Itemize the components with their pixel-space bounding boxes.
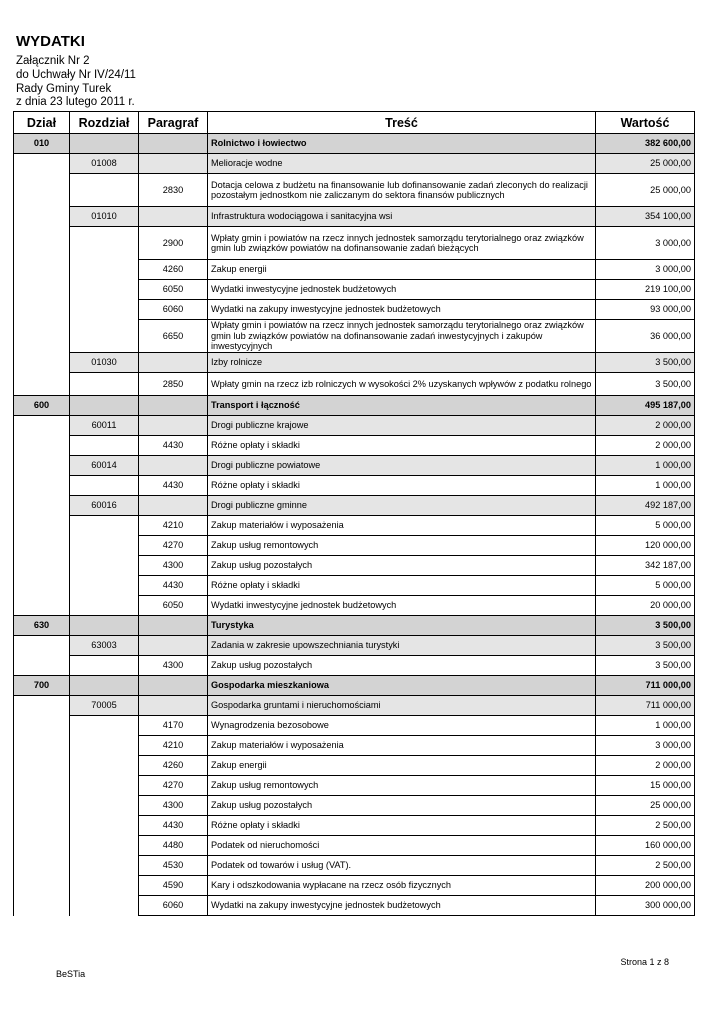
row-value: 2 500,00 [596, 816, 695, 836]
paragraf-code: 6060 [139, 896, 208, 916]
row-description: Podatek od towarów i usług (VAT). [208, 856, 596, 876]
table-row-par [14, 596, 695, 616]
row-value: 1 000,00 [596, 476, 695, 496]
row-description: Zakup materiałów i wyposażenia [208, 736, 596, 756]
row-value: 2 500,00 [596, 856, 695, 876]
attachment-number: Załącznik Nr 2 [16, 55, 90, 67]
empty-cell [14, 300, 70, 320]
empty-cell [70, 816, 139, 836]
row-value: 5 000,00 [596, 576, 695, 596]
table-row-par [14, 896, 695, 916]
table-row-rozdzial [14, 696, 695, 716]
table-row-par [14, 576, 695, 596]
empty-cell [139, 696, 208, 716]
dzial-code: 700 [14, 676, 70, 696]
row-description: Zakup materiałów i wyposażenia [208, 516, 596, 536]
row-value: 492 187,00 [596, 496, 695, 516]
table-row-par [14, 320, 695, 353]
empty-cell [14, 536, 70, 556]
empty-cell [70, 373, 139, 396]
table-row-rozdzial [14, 154, 695, 174]
empty-cell [14, 876, 70, 896]
row-description: Zakup usług pozostałych [208, 796, 596, 816]
row-description: Różne opłaty i składki [208, 576, 596, 596]
row-value: 93 000,00 [596, 300, 695, 320]
table-row-par [14, 736, 695, 756]
empty-cell [139, 134, 208, 154]
row-description: Zadania w zakresie upowszechniania turystyki [208, 636, 596, 656]
col-wartosc: Wartość [596, 112, 695, 134]
document-title: WYDATKI [16, 33, 85, 50]
row-value: 1 000,00 [596, 456, 695, 476]
table-row-par [14, 260, 695, 280]
empty-cell [14, 280, 70, 300]
table-row-par [14, 776, 695, 796]
empty-cell [14, 476, 70, 496]
empty-cell [139, 636, 208, 656]
empty-cell [139, 416, 208, 436]
table-row-rozdzial [14, 353, 695, 373]
expenses-table [13, 111, 695, 916]
table-row-par [14, 476, 695, 496]
row-description: Izby rolnicze [208, 353, 596, 373]
paragraf-code: 4210 [139, 736, 208, 756]
row-description: Drogi publiczne gminne [208, 496, 596, 516]
empty-cell [70, 556, 139, 576]
page-number: Strona 1 z 8 [620, 957, 669, 967]
row-description: Kary i odszkodowania wypłacane na rzecz osób fizycznych [208, 876, 596, 896]
table-row-par [14, 436, 695, 456]
table-row-par [14, 876, 695, 896]
row-value: 3 500,00 [596, 616, 695, 636]
row-description: Zakup usług pozostałych [208, 656, 596, 676]
empty-cell [70, 280, 139, 300]
table-row-rozdzial [14, 207, 695, 227]
row-value: 25 000,00 [596, 174, 695, 207]
table-row-par [14, 174, 695, 207]
paragraf-code: 6050 [139, 280, 208, 300]
empty-cell [139, 396, 208, 416]
paragraf-code: 6050 [139, 596, 208, 616]
row-value: 200 000,00 [596, 876, 695, 896]
row-description: Zakup energii [208, 260, 596, 280]
empty-cell [14, 856, 70, 876]
empty-cell [14, 636, 70, 656]
table-header-row [14, 112, 695, 134]
row-description: Podatek od nieruchomości [208, 836, 596, 856]
paragraf-code: 2900 [139, 227, 208, 260]
paragraf-code: 2830 [139, 174, 208, 207]
table-row-par [14, 373, 695, 396]
dzial-code: 600 [14, 396, 70, 416]
council-name: Rady Gminy Turek [16, 82, 112, 95]
paragraf-code: 6650 [139, 320, 208, 353]
row-value: 2 000,00 [596, 756, 695, 776]
empty-cell [70, 536, 139, 556]
table-row-dzial [14, 134, 695, 154]
empty-cell [14, 776, 70, 796]
empty-cell [14, 556, 70, 576]
empty-cell [70, 736, 139, 756]
empty-cell [14, 227, 70, 260]
row-value: 3 500,00 [596, 353, 695, 373]
empty-cell [14, 756, 70, 776]
paragraf-code: 2850 [139, 373, 208, 396]
empty-cell [70, 616, 139, 636]
empty-cell [70, 476, 139, 496]
table-row-rozdzial [14, 636, 695, 656]
empty-cell [14, 656, 70, 676]
empty-cell [70, 856, 139, 876]
row-value: 3 500,00 [596, 373, 695, 396]
row-description: Zakup usług remontowych [208, 536, 596, 556]
empty-cell [14, 716, 70, 736]
row-description: Dotacja celowa z budżetu na finansowanie lub dofinansowanie zadań zleconych do realizacji pozostałym jednostkom nie zaliczanym do sektora finansów publicznych [208, 174, 596, 207]
row-value: 2 000,00 [596, 436, 695, 456]
empty-cell [14, 260, 70, 280]
table-row-par [14, 796, 695, 816]
row-description: Gospodarka gruntami i nieruchomościami [208, 696, 596, 716]
row-value: 342 187,00 [596, 556, 695, 576]
empty-cell [14, 416, 70, 436]
empty-cell [14, 496, 70, 516]
rozdzial-code: 01010 [70, 207, 139, 227]
empty-cell [70, 756, 139, 776]
row-description: Wpłaty gmin i powiatów na rzecz innych jednostek samorządu terytorialnego oraz związków gmin lub związków powiatów na dofinansowanie zadań bieżących [208, 227, 596, 260]
row-value: 711 000,00 [596, 696, 695, 716]
rozdzial-code: 01030 [70, 353, 139, 373]
paragraf-code: 4530 [139, 856, 208, 876]
paragraf-code: 4170 [139, 716, 208, 736]
resolution-header [16, 55, 136, 110]
row-value: 15 000,00 [596, 776, 695, 796]
empty-cell [70, 836, 139, 856]
resolution-number: do Uchwały Nr IV/24/11 [16, 68, 136, 81]
empty-cell [14, 154, 70, 174]
empty-cell [14, 696, 70, 716]
empty-cell [70, 516, 139, 536]
row-value: 382 600,00 [596, 134, 695, 154]
table-row-par [14, 836, 695, 856]
empty-cell [70, 876, 139, 896]
empty-cell [70, 576, 139, 596]
paragraf-code: 4270 [139, 536, 208, 556]
row-description: Wpłaty gmin na rzecz izb rolniczych w wysokości 2% uzyskanych wpływów z podatku rolnego [208, 373, 596, 396]
empty-cell [14, 353, 70, 373]
row-value: 1 000,00 [596, 716, 695, 736]
empty-cell [70, 596, 139, 616]
row-value: 20 000,00 [596, 596, 695, 616]
row-value: 25 000,00 [596, 796, 695, 816]
col-tresc: Treść [208, 112, 596, 134]
row-description: Zakup usług pozostałych [208, 556, 596, 576]
row-value: 120 000,00 [596, 536, 695, 556]
empty-cell [14, 436, 70, 456]
empty-cell [14, 207, 70, 227]
empty-cell [14, 596, 70, 616]
empty-cell [14, 796, 70, 816]
paragraf-code: 4270 [139, 776, 208, 796]
empty-cell [70, 896, 139, 916]
source-label: BeSTia [56, 969, 86, 979]
row-value: 3 000,00 [596, 227, 695, 260]
rozdzial-code: 60016 [70, 496, 139, 516]
dzial-code: 630 [14, 616, 70, 636]
row-description: Gospodarka mieszkaniowa [208, 676, 596, 696]
paragraf-code: 6060 [139, 300, 208, 320]
table-row-par [14, 556, 695, 576]
empty-cell [70, 260, 139, 280]
paragraf-code: 4260 [139, 756, 208, 776]
row-value: 219 100,00 [596, 280, 695, 300]
empty-cell [70, 134, 139, 154]
empty-cell [70, 656, 139, 676]
empty-cell [14, 736, 70, 756]
empty-cell [14, 456, 70, 476]
rozdzial-code: 63003 [70, 636, 139, 656]
row-description: Wydatki inwestycyjne jednostek budżetowych [208, 280, 596, 300]
row-description: Wydatki na zakupy inwestycyjne jednostek budżetowych [208, 896, 596, 916]
empty-cell [70, 174, 139, 207]
paragraf-code: 4430 [139, 816, 208, 836]
row-value: 5 000,00 [596, 516, 695, 536]
empty-cell [14, 576, 70, 596]
table-row-dzial [14, 396, 695, 416]
rozdzial-code: 60011 [70, 416, 139, 436]
empty-cell [14, 836, 70, 856]
table-row-dzial [14, 676, 695, 696]
row-value: 2 000,00 [596, 416, 695, 436]
empty-cell [70, 300, 139, 320]
row-value: 300 000,00 [596, 896, 695, 916]
empty-cell [139, 676, 208, 696]
empty-cell [14, 816, 70, 836]
table-row-dzial [14, 616, 695, 636]
rozdzial-code: 70005 [70, 696, 139, 716]
table-row-par [14, 656, 695, 676]
row-value: 36 000,00 [596, 320, 695, 353]
row-description: Różne opłaty i składki [208, 476, 596, 496]
empty-cell [70, 396, 139, 416]
row-description: Drogi publiczne krajowe [208, 416, 596, 436]
row-description: Różne opłaty i składki [208, 436, 596, 456]
row-description: Rolnictwo i łowiectwo [208, 134, 596, 154]
table-row-par [14, 756, 695, 776]
row-value: 354 100,00 [596, 207, 695, 227]
row-value: 3 000,00 [596, 260, 695, 280]
paragraf-code: 4430 [139, 436, 208, 456]
row-value: 160 000,00 [596, 836, 695, 856]
rozdzial-code: 60014 [70, 456, 139, 476]
empty-cell [70, 320, 139, 353]
table-row-rozdzial [14, 456, 695, 476]
paragraf-code: 4300 [139, 796, 208, 816]
row-value: 25 000,00 [596, 154, 695, 174]
resolution-date: z dnia 23 lutego 2011 r. [16, 96, 135, 109]
empty-cell [70, 436, 139, 456]
row-description: Wpłaty gmin i powiatów na rzecz innych jednostek samorządu terytorialnego oraz związków gmin lub związków powiatów na dofinansowanie zadań inwestycyjnych i zakupów inwestycyjnych [208, 320, 596, 353]
table-row-par [14, 716, 695, 736]
col-dzial: Dział [14, 112, 70, 134]
empty-cell [70, 716, 139, 736]
row-value: 3 000,00 [596, 736, 695, 756]
table-row-par [14, 280, 695, 300]
rozdzial-code: 01008 [70, 154, 139, 174]
row-value: 3 500,00 [596, 636, 695, 656]
table-row-rozdzial [14, 496, 695, 516]
table-row-rozdzial [14, 416, 695, 436]
empty-cell [139, 207, 208, 227]
col-paragraf: Paragraf [139, 112, 208, 134]
row-description: Turystyka [208, 616, 596, 636]
empty-cell [139, 154, 208, 174]
table-row-par [14, 227, 695, 260]
empty-cell [139, 616, 208, 636]
row-description: Drogi publiczne powiatowe [208, 456, 596, 476]
paragraf-code: 4430 [139, 576, 208, 596]
row-value: 711 000,00 [596, 676, 695, 696]
row-description: Transport i łączność [208, 396, 596, 416]
empty-cell [139, 353, 208, 373]
row-description: Wynagrodzenia bezosobowe [208, 716, 596, 736]
row-description: Wydatki na zakupy inwestycyjne jednostek budżetowych [208, 300, 596, 320]
empty-cell [70, 796, 139, 816]
paragraf-code: 4300 [139, 656, 208, 676]
dzial-code: 010 [14, 134, 70, 154]
paragraf-code: 4300 [139, 556, 208, 576]
paragraf-code: 4210 [139, 516, 208, 536]
row-description: Infrastruktura wodociągowa i sanitacyjna wsi [208, 207, 596, 227]
row-description: Zakup energii [208, 756, 596, 776]
paragraf-code: 4430 [139, 476, 208, 496]
table-row-par [14, 856, 695, 876]
empty-cell [14, 896, 70, 916]
row-value: 495 187,00 [596, 396, 695, 416]
empty-cell [139, 456, 208, 476]
empty-cell [14, 174, 70, 207]
table-row-par [14, 516, 695, 536]
table-row-par [14, 536, 695, 556]
empty-cell [14, 373, 70, 396]
row-value: 3 500,00 [596, 656, 695, 676]
empty-cell [70, 676, 139, 696]
row-description: Melioracje wodne [208, 154, 596, 174]
row-description: Wydatki inwestycyjne jednostek budżetowych [208, 596, 596, 616]
empty-cell [70, 227, 139, 260]
row-description: Różne opłaty i składki [208, 816, 596, 836]
row-description: Zakup usług remontowych [208, 776, 596, 796]
empty-cell [70, 776, 139, 796]
empty-cell [14, 516, 70, 536]
paragraf-code: 4590 [139, 876, 208, 896]
empty-cell [139, 496, 208, 516]
table-row-par [14, 816, 695, 836]
empty-cell [14, 320, 70, 353]
paragraf-code: 4260 [139, 260, 208, 280]
paragraf-code: 4480 [139, 836, 208, 856]
table-row-par [14, 300, 695, 320]
col-rozdzial: Rozdział [70, 112, 139, 134]
